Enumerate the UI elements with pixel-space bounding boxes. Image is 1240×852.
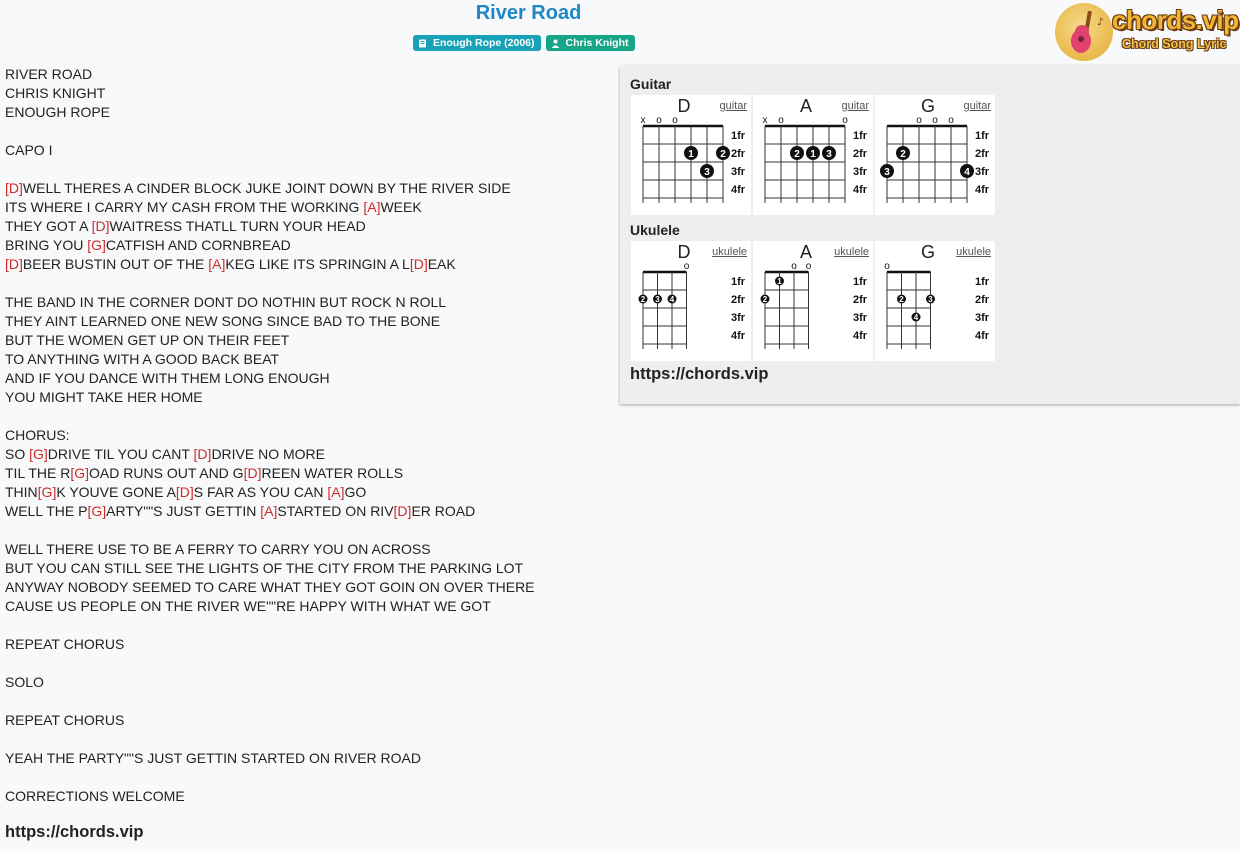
ukulele-chord-card[interactable] xyxy=(875,241,995,361)
fret-label: 3fr xyxy=(853,312,868,324)
lyric-blank-line xyxy=(5,616,605,635)
chord-marker[interactable]: [A] xyxy=(260,503,278,519)
lyric-blank-line xyxy=(5,122,605,141)
open-string-marker: o xyxy=(672,115,678,126)
lyric-line xyxy=(5,198,605,217)
lyric-blank-line xyxy=(5,160,605,179)
open-string-marker: o xyxy=(884,261,890,272)
instrument-link[interactable]: guitar xyxy=(963,100,991,112)
lyric-line xyxy=(5,236,605,255)
chord-name: A xyxy=(799,96,812,116)
guitar-chord-list xyxy=(631,95,995,215)
fret-label: 2fr xyxy=(731,148,746,160)
fret-label: 3fr xyxy=(731,166,746,178)
lyric-line xyxy=(5,217,605,236)
fret-label: 3fr xyxy=(975,166,990,178)
lyric-text: BEER BUSTIN OUT OF THE xyxy=(22,256,209,272)
chord-marker[interactable]: [D] xyxy=(5,180,23,196)
chord-marker[interactable]: [D] xyxy=(243,465,262,481)
chord-marker[interactable]: [A] xyxy=(208,256,226,272)
lyric-line xyxy=(5,483,605,502)
panel-site-link[interactable]: https://chords.vip xyxy=(630,365,769,383)
instrument-link[interactable]: guitar xyxy=(841,100,869,112)
instrument-link[interactable]: ukulele xyxy=(956,246,991,258)
fret-label: 3fr xyxy=(731,312,746,324)
lyric-line xyxy=(5,597,605,616)
open-string-marker: o xyxy=(932,115,938,126)
finger-number: 1 xyxy=(688,149,694,160)
lyric-line xyxy=(5,464,605,483)
lyric-text: WEEK xyxy=(380,199,422,215)
logo-badge xyxy=(1055,3,1113,61)
chord-name: D xyxy=(677,242,691,262)
lyric-text: BUT THE WOMEN GET UP ON THEIR FEET xyxy=(5,332,290,348)
lyric-text: BUT YOU CAN STILL SEE THE LIGHTS OF THE CITY FROM THE PARKING LOT xyxy=(5,560,524,576)
chord-diagram xyxy=(875,95,995,215)
chord-marker[interactable]: [D] xyxy=(91,218,110,234)
lyric-text: DRIVE TIL YOU CANT xyxy=(47,446,194,462)
lyric-text: WELL THERES A CINDER BLOCK JUKE JOINT DOWN BY THE RIVER SIDE xyxy=(22,180,511,196)
lyric-line xyxy=(5,540,605,559)
fret-label: 1fr xyxy=(731,276,746,288)
lyric-text: GO xyxy=(344,484,367,500)
finger-number: 3 xyxy=(704,167,710,178)
lyric-line xyxy=(5,312,605,331)
open-string-marker: o xyxy=(916,115,922,126)
fret-label: 1fr xyxy=(853,276,868,288)
lyric-blank-line xyxy=(5,407,605,426)
fret-label: 1fr xyxy=(731,130,746,142)
open-string-marker: o xyxy=(656,115,662,126)
lyric-line xyxy=(5,369,605,388)
lyric-text: TO ANYTHING WITH A GOOD BACK BEAT xyxy=(5,351,280,367)
finger-number: 3 xyxy=(826,149,832,160)
lyric-text: K YOUVE GONE A xyxy=(56,484,176,500)
lyric-line xyxy=(5,502,605,521)
lyric-text: KEG LIKE ITS SPRINGIN A L xyxy=(225,256,410,272)
finger-number: 2 xyxy=(900,149,906,160)
finger-number: 3 xyxy=(655,295,660,304)
lyric-line xyxy=(5,388,605,407)
footer-site-link[interactable]: https://chords.vip xyxy=(5,823,144,841)
lyric-text: WELL THERE USE TO BE A FERRY TO CARRY YOU ON ACROSS xyxy=(5,541,431,557)
chord-diagram xyxy=(753,95,873,215)
lyric-text: CAPO I xyxy=(5,142,53,158)
guitar-icon xyxy=(1055,3,1113,61)
lyric-text: ENOUGH ROPE xyxy=(5,104,111,120)
instrument-link[interactable]: ukulele xyxy=(712,246,747,258)
open-string-marker: o xyxy=(778,115,784,126)
chord-diagram xyxy=(875,241,995,361)
finger-number: 4 xyxy=(913,313,919,322)
lyric-text: BRING YOU xyxy=(5,237,88,253)
lyric-line xyxy=(5,578,605,597)
lyric-text: ER ROAD xyxy=(411,503,476,519)
site-logo[interactable] xyxy=(1054,3,1239,63)
chord-marker[interactable]: [A] xyxy=(363,199,381,215)
artist-tag[interactable] xyxy=(546,35,635,51)
finger-number: 2 xyxy=(762,295,768,304)
fret-label: 4fr xyxy=(731,330,746,342)
lyrics-body xyxy=(5,65,605,806)
lyric-text: THIN xyxy=(5,484,38,500)
lyric-text: SO xyxy=(5,446,30,462)
lyric-text: CHORUS: xyxy=(5,427,70,443)
song-title: River Road xyxy=(475,2,582,24)
lyric-line xyxy=(5,331,605,350)
lyric-line xyxy=(5,350,605,369)
lyric-text: CORRECTIONS WELCOME xyxy=(5,788,185,804)
lyric-text: AND IF YOU DANCE WITH THEM LONG ENOUGH xyxy=(5,370,330,386)
fret-label: 2fr xyxy=(731,294,746,306)
instrument-link[interactable]: guitar xyxy=(719,100,747,112)
chord-name: G xyxy=(920,242,935,262)
lyric-line xyxy=(5,426,605,445)
chord-marker[interactable]: [G] xyxy=(29,446,48,462)
lyric-blank-line xyxy=(5,692,605,711)
lyric-blank-line xyxy=(5,730,605,749)
lyric-text: TIL THE R xyxy=(5,465,71,481)
fret-label: 4fr xyxy=(975,330,990,342)
finger-number: 2 xyxy=(794,149,800,160)
chord-name: G xyxy=(920,96,935,116)
fret-label: 4fr xyxy=(853,184,868,196)
lyric-text: REPEAT CHORUS xyxy=(5,636,125,652)
chord-name: D xyxy=(677,96,691,116)
fret-label: 4fr xyxy=(731,184,746,196)
muted-string-marker: x xyxy=(640,115,646,126)
lyric-text: EAK xyxy=(427,256,456,272)
chord-marker[interactable]: [G] xyxy=(37,484,57,500)
chord-marker[interactable]: [G] xyxy=(87,503,107,519)
lyric-text: ITS WHERE I CARRY MY CASH FROM THE WORKING xyxy=(5,199,364,215)
finger-number: 4 xyxy=(964,167,970,178)
fret-label: 1fr xyxy=(853,130,868,142)
lyric-text: REPEAT CHORUS xyxy=(5,712,125,728)
muted-string-marker: x xyxy=(762,115,768,126)
album-tag-label: Enough Rope (2006) xyxy=(433,37,535,49)
finger-number: 3 xyxy=(884,167,890,178)
guitar-chord-card[interactable] xyxy=(753,95,873,215)
guitar-chord-card[interactable] xyxy=(631,95,751,215)
fret-label: 2fr xyxy=(853,148,868,160)
finger-number: 2 xyxy=(640,295,646,304)
chord-diagram xyxy=(631,95,751,215)
lyric-text: CAUSE US PEOPLE ON THE RIVER WE""RE HAPPY WITH WHAT WE GOT xyxy=(5,598,491,614)
logo-brand: chords.vip xyxy=(1112,5,1239,35)
lyric-line xyxy=(5,293,605,312)
fret-label: 4fr xyxy=(853,330,868,342)
ukulele-chord-list xyxy=(631,241,995,361)
svg-text:♪: ♪ xyxy=(1097,17,1104,28)
chord-marker[interactable]: [D] xyxy=(175,484,194,500)
fret-label: 2fr xyxy=(975,148,990,160)
chord-diagram xyxy=(753,241,873,361)
open-string-marker: o xyxy=(948,115,954,126)
ukulele-chord-card[interactable] xyxy=(631,241,751,361)
fret-label: 3fr xyxy=(853,166,868,178)
finger-number: 1 xyxy=(810,149,816,160)
finger-number: 4 xyxy=(669,295,675,304)
open-string-marker: o xyxy=(842,115,848,126)
book-icon xyxy=(418,39,427,48)
chord-diagram-panel xyxy=(620,66,1240,404)
chord-diagram xyxy=(631,241,751,361)
lyric-text: CHRIS KNIGHT xyxy=(5,85,106,101)
lyric-line xyxy=(5,749,605,768)
lyric-line xyxy=(5,445,605,464)
artist-tag-label: Chris Knight xyxy=(565,37,629,49)
instrument-link[interactable]: ukulele xyxy=(834,246,869,258)
lyric-text: STARTED ON RIV xyxy=(277,503,394,519)
lyric-line xyxy=(5,635,605,654)
finger-number: 2 xyxy=(899,295,904,304)
fret-label: 1fr xyxy=(975,276,990,288)
lyric-text: DRIVE NO MORE xyxy=(211,446,326,462)
lyric-line xyxy=(5,711,605,730)
lyric-line xyxy=(5,103,605,122)
fret-label: 3fr xyxy=(975,312,990,324)
lyric-line xyxy=(5,255,605,274)
fret-label: 2fr xyxy=(853,294,868,306)
lyric-text: OAD RUNS OUT AND G xyxy=(89,465,244,481)
lyric-line xyxy=(5,65,605,84)
lyric-text: RIVER ROAD xyxy=(5,66,93,82)
lyric-text: YOU MIGHT TAKE HER HOME xyxy=(5,389,203,405)
lyric-blank-line xyxy=(5,768,605,787)
ukulele-chord-card[interactable] xyxy=(753,241,873,361)
finger-number: 3 xyxy=(928,295,933,304)
ukulele-heading: Ukulele xyxy=(630,222,680,238)
finger-number: 2 xyxy=(720,149,726,160)
finger-number: 1 xyxy=(777,277,782,286)
fret-label: 2fr xyxy=(975,294,990,306)
album-tag[interactable] xyxy=(413,35,541,51)
lyric-line xyxy=(5,84,605,103)
open-string-marker: o xyxy=(683,261,690,272)
open-string-marker: o xyxy=(791,261,797,272)
lyric-text: WELL THE P xyxy=(5,503,88,519)
lyric-line xyxy=(5,179,605,198)
chord-marker[interactable]: [A] xyxy=(327,484,345,500)
logo-tagline: Chord Song Lyric xyxy=(1122,37,1227,51)
lyric-text: S FAR AS YOU CAN xyxy=(193,484,328,500)
open-string-marker: o xyxy=(805,261,812,272)
lyric-text: ARTY""S JUST GETTIN xyxy=(106,503,261,519)
chord-marker[interactable]: [G] xyxy=(70,465,90,481)
lyric-text: CATFISH AND CORNBREAD xyxy=(105,237,291,253)
song-tags xyxy=(413,35,635,51)
lyric-blank-line xyxy=(5,654,605,673)
lyric-text: YEAH THE PARTY""S JUST GETTIN STARTED ON RIVER ROAD xyxy=(5,750,422,766)
lyric-line xyxy=(5,673,605,692)
chord-name: A xyxy=(799,242,812,262)
chord-marker[interactable]: [D] xyxy=(409,256,428,272)
lyric-text: REEN WATER ROLLS xyxy=(261,465,404,481)
chord-marker[interactable]: [G] xyxy=(87,237,106,253)
lyric-line xyxy=(5,559,605,578)
lyric-blank-line xyxy=(5,521,605,540)
user-icon xyxy=(551,39,560,48)
chord-marker[interactable]: [D] xyxy=(193,446,212,462)
lyric-text: WAITRESS THATLL TURN YOUR HEAD xyxy=(109,218,366,234)
fret-label: 4fr xyxy=(975,184,990,196)
fret-label: 1fr xyxy=(975,130,990,142)
lyric-line xyxy=(5,141,605,160)
lyric-text: THEY GOT A xyxy=(5,218,92,234)
lyric-text: SOLO xyxy=(5,674,44,690)
guitar-chord-card[interactable] xyxy=(875,95,995,215)
lyric-text: ANYWAY NOBODY SEEMED TO CARE WHAT THEY GOT GOIN ON OVER THERE xyxy=(5,579,535,595)
lyric-text: THEY AINT LEARNED ONE NEW SONG SINCE BAD TO THE BONE xyxy=(5,313,441,329)
chord-marker[interactable]: [D] xyxy=(393,503,412,519)
chord-marker[interactable]: [D] xyxy=(5,256,23,272)
guitar-heading: Guitar xyxy=(630,76,672,92)
lyric-blank-line xyxy=(5,274,605,293)
lyric-line xyxy=(5,787,605,806)
lyric-text: THE BAND IN THE CORNER DONT DO NOTHIN BUT ROCK N ROLL xyxy=(5,294,447,310)
